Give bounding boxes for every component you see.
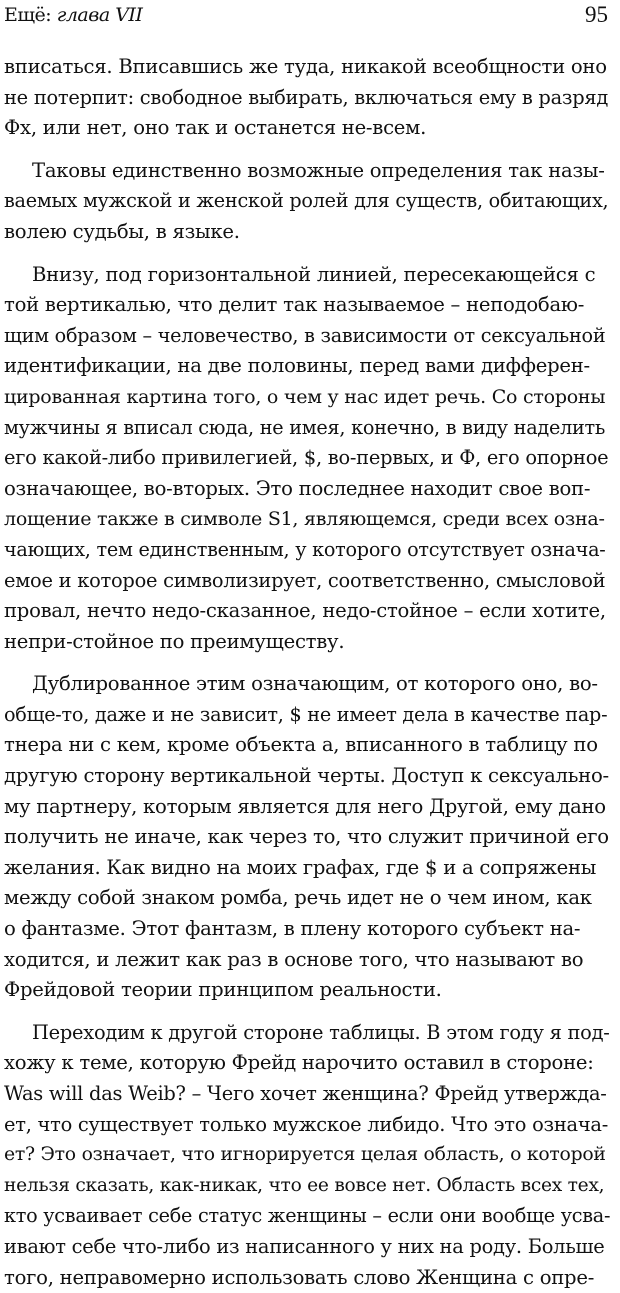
text-line: щим образом – человечество, в зависимости от сексуальной <box>4 323 606 347</box>
text-line: Переходим к другой стороне таблицы. В этом году я под- <box>32 1020 610 1044</box>
text-line: Таковы единственно возможные определения так назы- <box>32 158 605 182</box>
text-line: получить не иначе, как через то, что служит причиной его <box>4 825 609 849</box>
text-line: нельзя сказать, как-никак, что ее вовсе нет. Область всех тех, <box>4 1174 605 1196</box>
paragraph <box>4 1018 610 1293</box>
text-line: той вертикалью, что делит так называемое – неподобаю- <box>4 293 585 317</box>
text-line: о фантазме. Этот фантазм, в плену которого субъект на- <box>4 917 581 941</box>
paragraph <box>4 156 610 248</box>
text-line: вписаться. Вписавшись же туда, никакой всеобщности оно <box>4 55 607 78</box>
body-text <box>4 52 610 1293</box>
text-line: цированная картина того, о чем у нас идет речь. Со стороны <box>4 385 606 408</box>
paragraph <box>4 52 610 144</box>
text-line: идентификации, на две половины, перед вами дифферен- <box>4 354 590 378</box>
paragraph <box>4 260 610 658</box>
text-line: кто усваивает себе статус женщины – если они вообще усва- <box>4 1204 611 1228</box>
text-line: ходится, и лежит как раз в основе того, что называют во <box>4 947 584 971</box>
text-line: непри-стойное по преимуществу. <box>4 629 345 653</box>
running-head-prefix: Ещё: <box>4 4 52 26</box>
running-head-title: глава VII <box>56 4 143 26</box>
text-line: провал, нечто недо-сказанное, недо-стойное – если хотите, <box>4 599 606 623</box>
text-line: Внизу, под горизонтальной линией, пересекающейся с <box>32 262 596 286</box>
text-line: между собой знаком ромба, речь идет не о чем ином, как <box>4 886 592 910</box>
page-number: 95 <box>585 2 608 27</box>
text-line: мужчины я вписал сюда, не имея, конечно, в виду наделить <box>4 415 606 439</box>
text-line: желания. Как видно на моих графах, где $ и a сопряжены <box>4 855 597 879</box>
text-line: Was will das Weib? – Чего хочет женщина? Фрейд утверждa- <box>4 1082 607 1105</box>
text-line: ет, что существует только мужское либидо. Что это означа- <box>4 1112 608 1136</box>
text-line: ивают себе что-либо из написанного у них на роду. Больше <box>4 1234 605 1258</box>
text-line: Фx, или нет, оно так и останется не-всем. <box>4 116 427 140</box>
text-line: его какой-либо привилегией, $, во-первых, и Ф, его опорное <box>4 446 609 470</box>
text-line: означающее, во-вторых. Это последнее находит свое воп- <box>4 476 591 500</box>
text-line: хожу к теме, которую Фрейд нарочито оставил в стороне: <box>4 1051 594 1075</box>
text-line: того, неправомерно использовать слово Женщина с опре- <box>4 1265 595 1289</box>
text-line: му партнеру, которым является для него Другой, ему дано <box>4 794 606 818</box>
running-head <box>4 4 142 26</box>
paragraph <box>4 669 610 1006</box>
text-line: емое и которое символизирует, соответственно, смысловой <box>4 568 606 592</box>
text-line: другую сторону вертикальной черты. Доступ к сексуально- <box>4 764 609 788</box>
text-line: Дублированное этим означающим, от которого оно, во- <box>32 672 598 696</box>
text-line: Фрейдовой теории принципом реальности. <box>4 978 442 1002</box>
text-line: обще-то, даже и не зависит, $ не имеет дела в качестве пар- <box>4 702 608 726</box>
text-line: ваемых мужской и женской ролей для существ, обитающих, <box>4 189 609 213</box>
text-line: лощение также в символе S1, являющемся, среди всех озна- <box>4 508 605 531</box>
text-line: чающих, тем единственным, у которого отсутствует означа- <box>4 537 606 561</box>
text-line: тнера ни с кем, кроме объекта a, вписанного в таблицу по <box>4 733 598 757</box>
text-line: не потерпит: свободное выбирать, включаться ему в разряд <box>4 85 609 109</box>
text-line: ет? Это означает, что игнорируется целая область, о которой <box>4 1144 606 1166</box>
running-header <box>4 2 608 34</box>
text-line: волею судьбы, в языке. <box>4 219 240 243</box>
